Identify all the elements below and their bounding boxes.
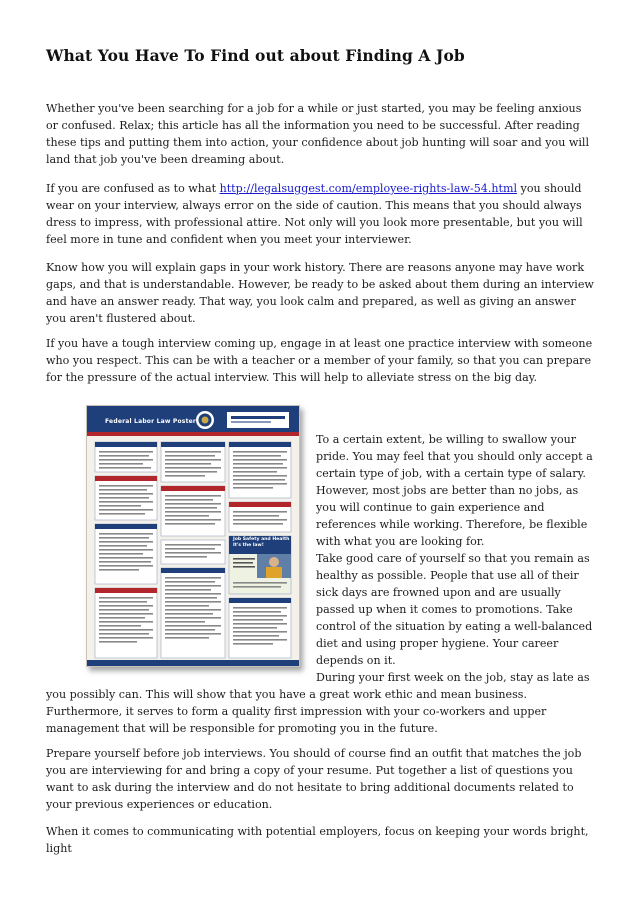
paragraph-health: Take good care of yourself so that you remain as healthy as possible. People that use all of their sick days are frowned upon and are usually passed up when it comes to promotions. Take control of the situation by eating a well-balanced diet and using proper hygiene. Your career depends on it. (316, 552, 593, 667)
article-title: What You Have To Find out about Finding A Job (46, 46, 465, 65)
poster-heading: Federal Labor Law Poster (105, 418, 197, 425)
paragraph-first-week: you possibly can. This will show that you have a great work ethic and mean business. Furthermore, it serves to form a quality first impression with your co-workers and upper management that will be responsible for promoting you in the future. (46, 688, 547, 735)
paragraph-intro: Whether you've been searching for a job for a while or just started, you may be feeling anxious or confused. Relax; this article has all the information you need to be successful. After reading these tips and putting them into action, your confidence about job hunting will soar and you will land that job you've been dreaming about. (46, 102, 590, 166)
paragraph-first-week-start: During your first week on the job, stay as late as (316, 671, 590, 684)
paragraph-swallow-pride: To a certain extent, be willing to swallow your pride. You may feel that you should only accept a certain type of job, with a certain type of salary. However, most jobs are better than no jobs, as you will continue to gain experience and references while working. Therefore, be flexible with what you are looking for. (316, 433, 593, 548)
labor-law-poster-image (86, 405, 300, 667)
poster-graphic (87, 406, 299, 666)
paragraph-attire (46, 180, 596, 248)
poster-safety-panel-text: Job Safety and Health It's the law! (233, 537, 290, 548)
paragraph-work-gaps: Know how you will explain gaps in your work history. There are reasons anyone may have work gaps, and that is understandable. However, be ready to be asked about them during an interview and have an answer ready. That way, you look calm and prepared, as well as giving an answer you aren't flustered about. (46, 261, 594, 325)
paragraph-communicating: When it comes to communicating with potential employers, focus on keeping your words bright, light (46, 825, 589, 855)
paragraph-attire-start: If you are confused as to what (46, 182, 220, 195)
paragraph-prepare: Prepare yourself before job interviews. You should of course find an outfit that matches the job you are interviewing for and bring a copy of your resume. Put together a list of questions you want to ask during the interview and do not hesitate to bring additional documents related to your previous experiences or education. (46, 747, 582, 811)
paragraph-practice-interview: If you have a tough interview coming up, engage in at least one practice interview with someone who you respect. This can be with a teacher or a member of your family, so that you can prepare for the pressure of the actual interview. This will help to alleviate stress on the big day. (46, 337, 593, 384)
paragraph-attire-end: you should wear on your interview, always error on the side of caution. This means that you should always dress to impress, with professional attire. Not only will you look more presentable, but you will feel more in tune and confident when you meet your interviewer. (46, 182, 583, 246)
employee-rights-link[interactable]: http://legalsuggest.com/employee-rights-law-54.html (219, 182, 518, 195)
